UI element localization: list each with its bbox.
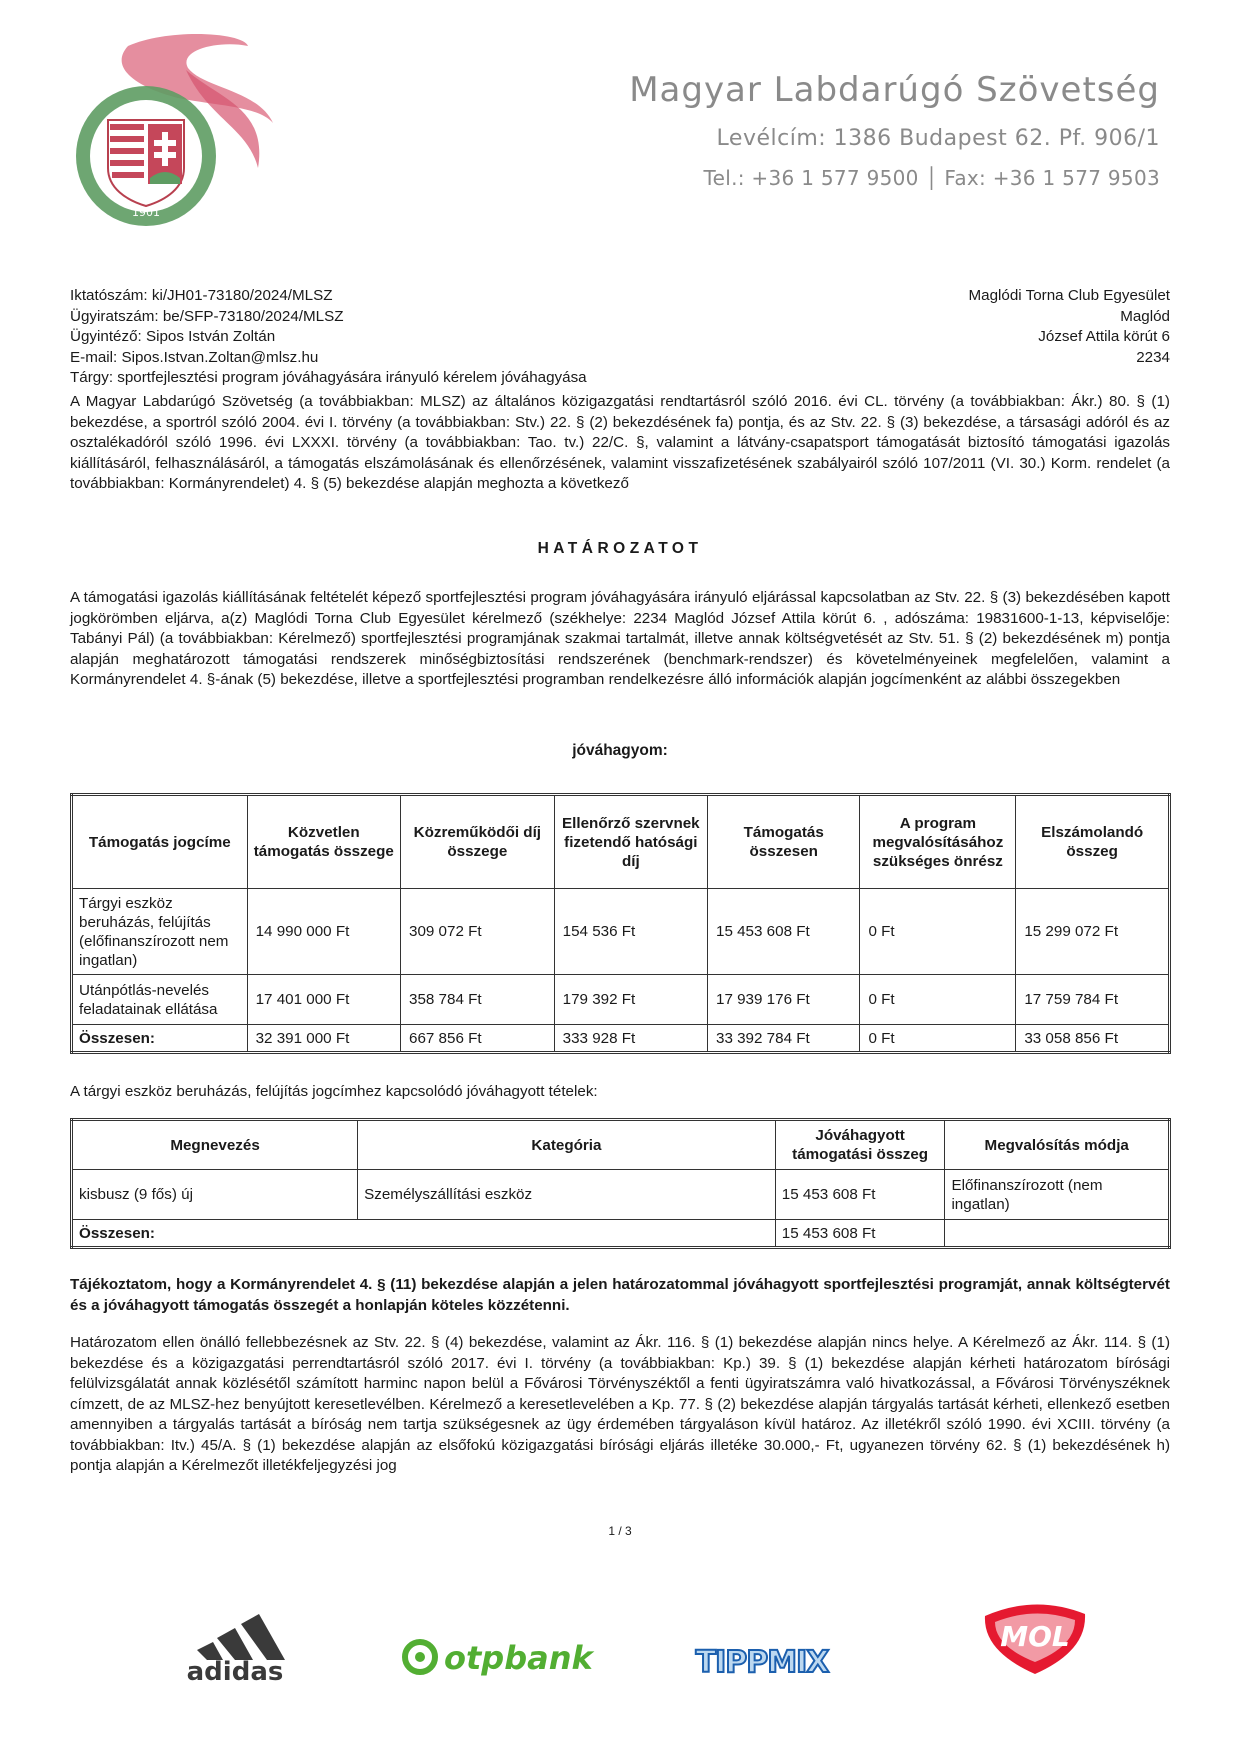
total-label: Összesen: (72, 1220, 776, 1248)
otpbank-logo (402, 1625, 602, 1685)
table-cell: 333 928 Ft (554, 1025, 707, 1053)
approval-statement: jóváhagyom: (572, 742, 668, 759)
total-label: Összesen: (72, 1025, 248, 1053)
table-header-row (72, 1120, 1170, 1170)
adidas-logo (175, 1602, 295, 1682)
table-cell: 15 453 608 Ft (708, 889, 860, 975)
table-cell: 154 536 Ft (554, 889, 707, 975)
table-cell: 667 856 Ft (401, 1025, 555, 1053)
appeal-paragraph: Határozatom ellen önálló fellebbezésnek az Stv. 22. § (4) bekezdése, valamint az Ákr. 116. § (1) bekezdése alapján nincs helye. A Kérelmező az Ákr. 114. § (1) bekezdése és a közigazgatási perrendtartásról szóló 2017. évi I. törvény (a továbbiakban: Kp.) 39. § (1) bekezdése alapján kérheti határozatom bírósági felülvizsgálatát annak közlésétől számított harminc napon belül a Fővárosi Törvényszéktől a fenti ügyiratszámra való hivatkozással, a Fővárosi Törvényszéknek címzett, de az MLSZ-hez benyújtott keresetlevélben. Kérelmező a keresetlevelében a Kp. 77. § (2) bekezdése alapján tárgyalás tartását kérheti, ellenkező esetben amennyiben a tárgyalás tartását a bíróság nem tartja szükségesnek az ügy érdemében tárgyaláson kívül határoz. Az illetékről szóló 1990. évi XCIII. törvény (a továbbiakban: Itv.) 45/A. § (1) bekezdése alapján az elsőfokú közigazgatási bírósági eljárás illetéke 30.000,- Ft, ugyanezen törvény 62. § (1) bekezdésének h) pontja alapján a Kérelmezőt illetékfeljegyzési jog (70, 1334, 1170, 1474)
table-cell: 358 784 Ft (401, 975, 555, 1025)
table-cell: Személyszállítási eszköz (358, 1170, 776, 1220)
organization-address: Levélcím: 1386 Budapest 62. Pf. 906/1 (716, 126, 1160, 151)
organization-name: Magyar Labdarúgó Szövetség (629, 70, 1160, 110)
intro-paragraph: A Magyar Labdarúgó Szövetség (a továbbiakban: MLSZ) az általános közigazgatási rendtartásról szóló 2016. évi CL. törvény (a továbbiakban: Ákr.) 80. § (1) bekezdése, a sportról szóló 2004. évi I. törvény (a továbbiakban: Stv.) 22. § (2) bekezdésének fa) pontja, és az Stv. 22. § (3) bekezdése, a társasági adóról és az osztalékadóról szóló 1996. évi LXXXI. törvény (a továbbiakban: Tao. tv.) 22/C. §, valamint a látvány-csapatsport támogatását biztosító támogatási igazolás kiállításáról, felhasználásáról, a támogatás elszámolásának és ellenőrzésének, valamint visszafizetésének szabályairól szóló 107/2011 (VI. 30.) Korm. rendelet (a továbbiakban: Kormányrendelet) 4. § (5) bekezdése alapján meghozta a következő (70, 393, 1170, 492)
mol-logo (975, 1596, 1095, 1676)
reference-case-number: Ügyiratszám: be/SFP-73180/2024/MLSZ (70, 307, 344, 325)
table-cell: 0 Ft (860, 975, 1016, 1025)
support-summary-table (70, 793, 1171, 1054)
table-row (72, 889, 1170, 975)
tippmix-wordmark: TIPPMIX (695, 1645, 829, 1680)
recipient-city: Maglód (1120, 307, 1170, 325)
organization-phone-fax: Tel.: +36 1 577 9500 │ Fax: +36 1 577 9503 (703, 166, 1160, 190)
table-cell: Utánpótlás-nevelés feladatainak ellátása (72, 975, 248, 1025)
reference-filing-number: Iktatószám: ki/JH01-73180/2024/MLSZ (70, 287, 333, 304)
table-header-row (72, 795, 1170, 889)
table-total-row (72, 1220, 1170, 1248)
column-header: Megnevezés (72, 1120, 358, 1170)
tippmix-logo (675, 1640, 850, 1680)
table-cell: 179 392 Ft (554, 975, 707, 1025)
logo-year: 1901 (132, 206, 160, 219)
reference-email: E-mail: Sipos.Istvan.Zoltan@mlsz.hu (70, 348, 319, 366)
reference-administrator: Ügyintéző: Sipos István Zoltán (70, 328, 276, 345)
recipient-name: Maglódi Torna Club Egyesület (968, 287, 1170, 304)
recipient-street: József Attila körút 6 (1038, 328, 1170, 345)
reference-block (70, 286, 587, 389)
table-cell: 15 453 608 Ft (775, 1170, 945, 1220)
table-cell: 17 759 784 Ft (1016, 975, 1170, 1025)
recipient-address-block (969, 286, 1171, 368)
column-header: Közreműködői díj összege (401, 795, 555, 889)
table-cell: 33 392 784 Ft (708, 1025, 860, 1053)
table-cell: Tárgyi eszköz beruházás, felújítás (előfinanszírozott nem ingatlan) (72, 889, 248, 975)
column-header: Ellenőrző szervnek fizetendő hatósági díj (554, 795, 707, 889)
column-header: Megvalósítás módja (945, 1120, 1170, 1170)
total-value: 15 453 608 Ft (775, 1220, 945, 1248)
column-header: Közvetlen támogatás összege (247, 795, 400, 889)
approved-items-intro: A tárgyi eszköz beruházás, felújítás jogcímhez kapcsolódó jóváhagyott tételek: (70, 1083, 598, 1100)
table-cell-empty (945, 1220, 1170, 1248)
mlsz-crest-logo (68, 28, 283, 236)
table-row (72, 975, 1170, 1025)
column-header: Jóváhagyott támogatási összeg (775, 1120, 945, 1170)
column-header: Támogatás összesen (708, 795, 860, 889)
column-header: A program megvalósításához szükséges önrész (860, 795, 1016, 889)
column-header: Támogatás jogcíme (72, 795, 248, 889)
recipient-postcode: 2234 (1136, 348, 1170, 366)
table-cell: 15 299 072 Ft (1016, 889, 1170, 975)
reference-subject: Tárgy: sportfejlesztési program jóváhagyására irányuló kérelem jóváhagyása (70, 369, 587, 386)
otpbank-wordmark: otpbank (444, 1639, 593, 1677)
table-cell: 33 058 856 Ft (1016, 1025, 1170, 1053)
page-number: 1 / 3 (608, 1524, 632, 1538)
approved-items-table (70, 1118, 1171, 1249)
column-header: Kategória (358, 1120, 776, 1170)
table-cell: 309 072 Ft (401, 889, 555, 975)
table-total-row (72, 1025, 1170, 1053)
table-cell: Előfinanszírozott (nem ingatlan) (945, 1170, 1170, 1220)
table-cell: 17 939 176 Ft (708, 975, 860, 1025)
mol-wordmark: MOL (1000, 1620, 1070, 1653)
decision-body-paragraph: A támogatási igazolás kiállításának feltételét képező sportfejlesztési program jóváhagyására irányuló eljárással kapcsolatban az Stv. 22. § (3) bekezdésében kapott jogkörömben eljárva, a(z) Maglódi Torna Club Egyesület kérelmező (székhelye: 2234 Maglód József Attila körút 6. , adószáma: 19831600-1-13, képviselője: Tabányi Pál) (a továbbiakban: Kérelmező) sportfejlesztési programjának szakmai tartalmát, illetve annak költségvetését az Stv. 51. § (2) bekezdésének m) pontja alapján meghatározott támogatási rendszerek minőségbiztosítási rendszerének (benchmark-rendszer) és követelményeinek megfelelően, valamint a Kormányrendelet 4. §-ának (5) bekezdése, illetve a sportfejlesztési programban rendelkezésre álló információk alapján jogcímenként az alábbi összegekben (70, 589, 1170, 688)
adidas-wordmark: adidas (186, 1657, 284, 1682)
table-row (72, 1170, 1170, 1220)
decision-title: HATÁROZATOT (537, 540, 703, 557)
table-cell: kisbusz (9 fős) új (72, 1170, 358, 1220)
table-cell: 0 Ft (860, 1025, 1016, 1053)
column-header: Elszámolandó összeg (1016, 795, 1170, 889)
table-cell: 0 Ft (860, 889, 1016, 975)
table-cell: 32 391 000 Ft (247, 1025, 400, 1053)
publication-notice: Tájékoztatom, hogy a Kormányrendelet 4. § (11) bekezdése alapján a jelen határozatommal jóváhagyott sportfejlesztési programját, annak költségtervét és a jóváhagyott támogatás összegét a honlapján köteles közzétenni. (70, 1276, 1170, 1314)
table-cell: 14 990 000 Ft (247, 889, 400, 975)
table-cell: 17 401 000 Ft (247, 975, 400, 1025)
